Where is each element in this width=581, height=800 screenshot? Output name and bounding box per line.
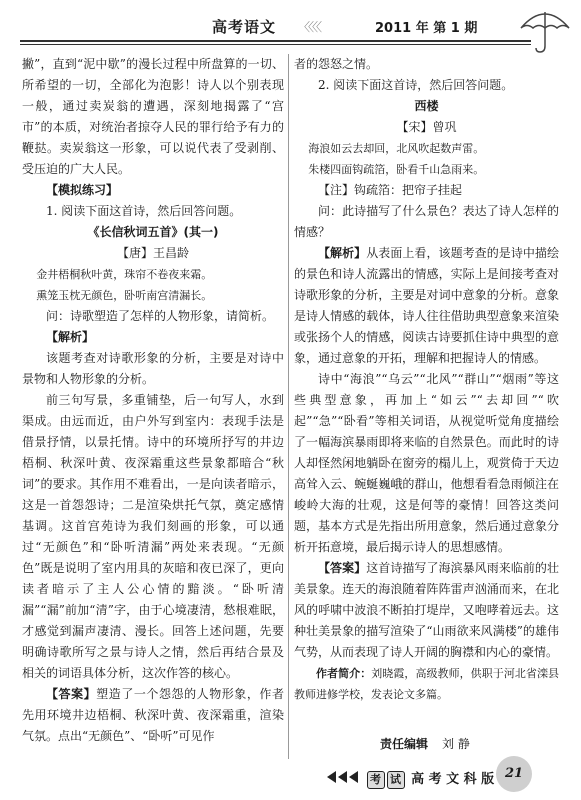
paragraph: 前三句写景，多重铺垫，后一句写人，水到渠成。由远而近，由户外写到室内：表现手法是借景抒情，以景托情。诗中的环境所抒写的井边梧桐、秋深叶黄、夜深霜重这些景象都暗合“秋词”的要求。其作用不难看出，一是向读者暗示，这是一首怨怨诗；二是渲染烘托气氛，奠定感情基调。这首宫苑诗为我们刻画的形象，可以通过“无颜色”和“卧听清漏”两处来表现。“无颜色”既是说明了室内用具的灰暗和夜已深了，更向读者暗示了主人公心情的黯淡。“卧听清漏”“漏”前加“清”字，由于心境凄清，愁根难眠，才感觉到漏声凄清、漫长。回答上述问题，先要明确诗歌所写之景与诗人之情，然后再结合景及相关的词语具体分析，这次作答的核心。 — [22, 393, 284, 680]
left-column — [22, 54, 284, 747]
header-rule — [20, 40, 531, 42]
answer-label: 【答案】 — [318, 561, 367, 575]
chevron-decoration-icon: 〈〈〈〈 — [298, 20, 321, 34]
section-heading: 【解析】 — [46, 330, 95, 344]
note: 【注】钩疏箔：把帘子挂起 — [318, 183, 463, 197]
paragraph: 撇”，直到“泥中歇”的漫长过程中所盘算的一切、所希望的一切，全部化为泡影！诗人以个别表现一般，通过卖炭翁的遭遇，深刻地揭露了“宫市”的本质，对统治者掠夺人民的罪行给予有力的鞭挞。卖炭翁这一形象，可以说代表了受剥削、受压迫的广大人民。 — [22, 57, 284, 176]
question: 1. 阅读下面这首诗，然后回答问题。 — [46, 204, 242, 218]
answer-text: 这首诗描写了海滨暴风雨来临前的壮美景象。连天的海浪随着阵阵雷声汹涌而来，在北风的呼啸中波浪不断拍打堤岸，又咆哮着远去。这种壮美景象的描写渲染了“山雨欲来风满楼”的雄伟气势，从而表现了诗人开阔的胸襟和内心的豪情。 — [294, 561, 559, 659]
poem-line: 熏笼玉枕无颜色，卧听南宫清漏长。 — [36, 289, 213, 302]
question: 问：诗歌塑造了怎样的人物形象，请简析。 — [46, 309, 275, 323]
paragraph: 者的怨怒之情。 — [294, 57, 379, 71]
bio-text: 刘晓霞，高级教师，供职于河北省滦县教师进修学校，发表论文多篇。 — [294, 667, 560, 701]
analysis-label: 【解析】 — [318, 246, 367, 260]
umbrella-icon — [517, 6, 573, 54]
editor-label: 责任编辑 — [380, 737, 429, 751]
editor-credit — [380, 735, 470, 752]
poem-author: 【唐】王昌龄 — [116, 246, 189, 260]
answer-paragraph — [294, 558, 559, 663]
right-column — [294, 54, 559, 705]
issue-label: 2011 年 第 1 期 — [375, 21, 478, 36]
answer-label: 【答案】 — [46, 687, 97, 701]
question: 2. 阅读下面这首诗，然后回答问题。 — [318, 78, 514, 92]
answer-paragraph — [22, 684, 284, 747]
question: 问：此诗描写了什么景色？表达了诗人怎样的情感？ — [294, 204, 559, 239]
journal-title: 高考语文 — [212, 18, 277, 36]
paragraph: 该题考查对诗歌形象的分析，主要是对诗中景物和人物形象的分析。 — [22, 351, 284, 386]
poem-title: 《长信秋词五首》(其一) — [87, 225, 219, 239]
poem-line: 金井梧桐秋叶黄，珠帘不卷夜来霜。 — [36, 268, 213, 281]
bio-label: 作者简介： — [316, 667, 372, 680]
editor-name: 刘 静 — [442, 737, 470, 751]
poem-title: 西楼 — [414, 99, 439, 113]
poem-author: 【宋】曾巩 — [396, 120, 457, 134]
poem-line: 海浪如云去却回，北风吹起数声雷。 — [308, 142, 485, 155]
footer-masthead — [326, 768, 516, 786]
column-divider — [288, 54, 289, 759]
poem-line: 朱楼四面钩疏箔，卧看千山急雨来。 — [308, 163, 485, 176]
paragraph: 诗中“海浪”“乌云”“北风”“群山”“烟雨”等这些典型意象，再加上“如云”“去却回”“吹起”“急”“卧看”等相关词语，从视觉听觉角度描绘了一幅海滨暴雨即将来临的自然景色。而此时的诗人却怪然闲地躺卧在窗旁的榻儿上，观赏倚于天边高耸入云、蜿蜒巍峨的群山，他想看看急雨倾注在峻岭大海的壮观，这是何等的豪情！回答这类问题，基本方式是先指出所用意象，然后通过意象分析开拓意境，最后揭示诗人的思想感情。 — [294, 372, 559, 554]
triple-arrow-icon — [326, 771, 362, 783]
author-bio — [294, 663, 559, 705]
magazine-name: 高 考 文 科 版 — [411, 772, 495, 787]
analysis-text: 从表面上看，该题考查的是诗中描绘的景色和诗人流露出的情感，实际上是间接考查对诗歌形象的分析，主要是对词中意象的分析。意象是诗人情感的载体，诗人往往借助典型意象来渲染或张扬个人的情感，阅读古诗要抓住诗中典型的意象，通过意象的开拓，理解和把握诗人的情感。 — [294, 246, 559, 365]
answer-text: 塑造了一个怨怨的人物形象，作者先用环境井边梧桐、秋深叶黄、夜深霜重，渲染气氛。点出“无颜色”、“卧听”可见作 — [22, 687, 284, 743]
boxed-char: 考 — [367, 771, 385, 789]
boxed-char: 试 — [387, 771, 405, 789]
analysis-paragraph — [294, 243, 559, 369]
page-number: 21 — [496, 756, 532, 792]
section-heading: 【模拟练习】 — [46, 183, 119, 197]
header-rule-thin — [20, 44, 531, 45]
